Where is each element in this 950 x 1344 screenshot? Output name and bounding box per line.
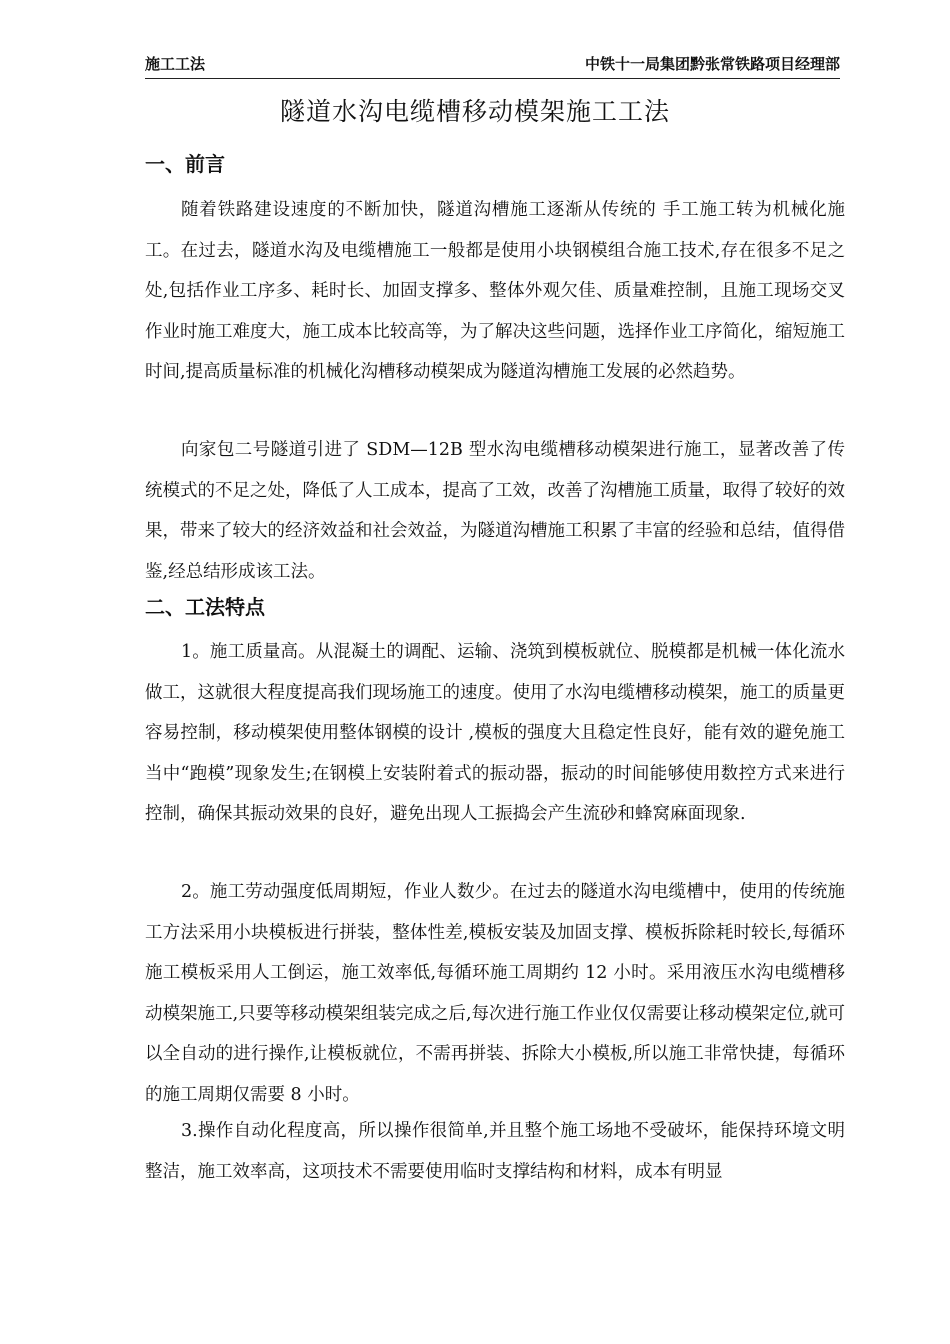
paragraph: 向家包二号隧道引进了 SDM—12B 型水沟电缆槽移动模架进行施工，显著改善了传统模式的不足之处，降低了人工成本，提高了工效，改善了沟槽施工质量，取得了较好的效果，带来了较大的经济效益和社会效益，为隧道沟槽施工积累了丰富的经验和总结，值得借鉴,经总结形成该工法。 xyxy=(145,440,845,582)
paragraph: 随着铁路建设速度的不断加快，隧道沟槽施工逐渐从传统的 手工施工转为机械化施工。在过去，隧道水沟及电缆槽施工一般都是使用小块钢模组合施工技术,存在很多不足之处,包括作业工序多、耗时长、加固支撑多、整体外观欠佳、质量难控制，且施工现场交叉作业时施工难度大，施工成本比较高等，为了解决这些问题，选择作业工序简化，缩短施工时间,提高质量标准的机械化沟槽移动模架成为隧道沟槽施工发展的必然趋势。 xyxy=(145,200,845,383)
document-title: 隧道水沟电缆槽移动模架施工工法 xyxy=(279,97,670,126)
page-header xyxy=(145,52,840,79)
paragraph: 1。施工质量高。从混凝土的调配、运输、浇筑到模板就位、脱模都是机械一体化流水做工，这就很大程度提高我们现场施工的速度。使用了水沟电缆槽移动模架，施工的质量更容易控制，移动模架使用整体钢模的设计 ,模板的强度大且稳定性良好，能有效的避免施工当中“跑模”现象发生;在钢模上安装附着式的振动器，振动的时间能够使用数控方式来进行控制，确保其振动效果的良好，避免出现人工振捣会产生流砂和蜂窝麻面现象. xyxy=(145,642,845,825)
section-heading-preface: 一、前言 xyxy=(145,152,225,176)
header-left-text: 施工工法 xyxy=(145,55,206,73)
paragraph: 3.操作自动化程度高，所以操作很简单,并且整个施工场地不受破坏，能保持环境文明整洁，施工效率高，这项技术不需要使用临时支撑结构和材料，成本有明显 xyxy=(145,1121,845,1182)
paragraph: 2。施工劳动强度低周期短，作业人数少。在过去的隧道水沟电缆槽中，使用的传统施工方法采用小块模板进行拼装，整体性差,模板安装及加固支撑、模板拆除耗时较长,每循环施工模板采用人工倒运，施工效率低,每循环施工周期约 12 小时。采用液压水沟电缆槽移动模架施工,只要等移动模架组装完成之后,每次进行施工作业仅仅需要让移动模架定位,就可以全自动的进行操作,让模板就位，不需再拼装、拆除大小模板,所以施工非常快捷，每循环的施工周期仅需要 8 小时。 xyxy=(145,882,845,1105)
header-right-text: 中铁十一局集团黔张常铁路项目经理部 xyxy=(584,55,840,73)
section-heading-features: 二、工法特点 xyxy=(145,595,265,619)
